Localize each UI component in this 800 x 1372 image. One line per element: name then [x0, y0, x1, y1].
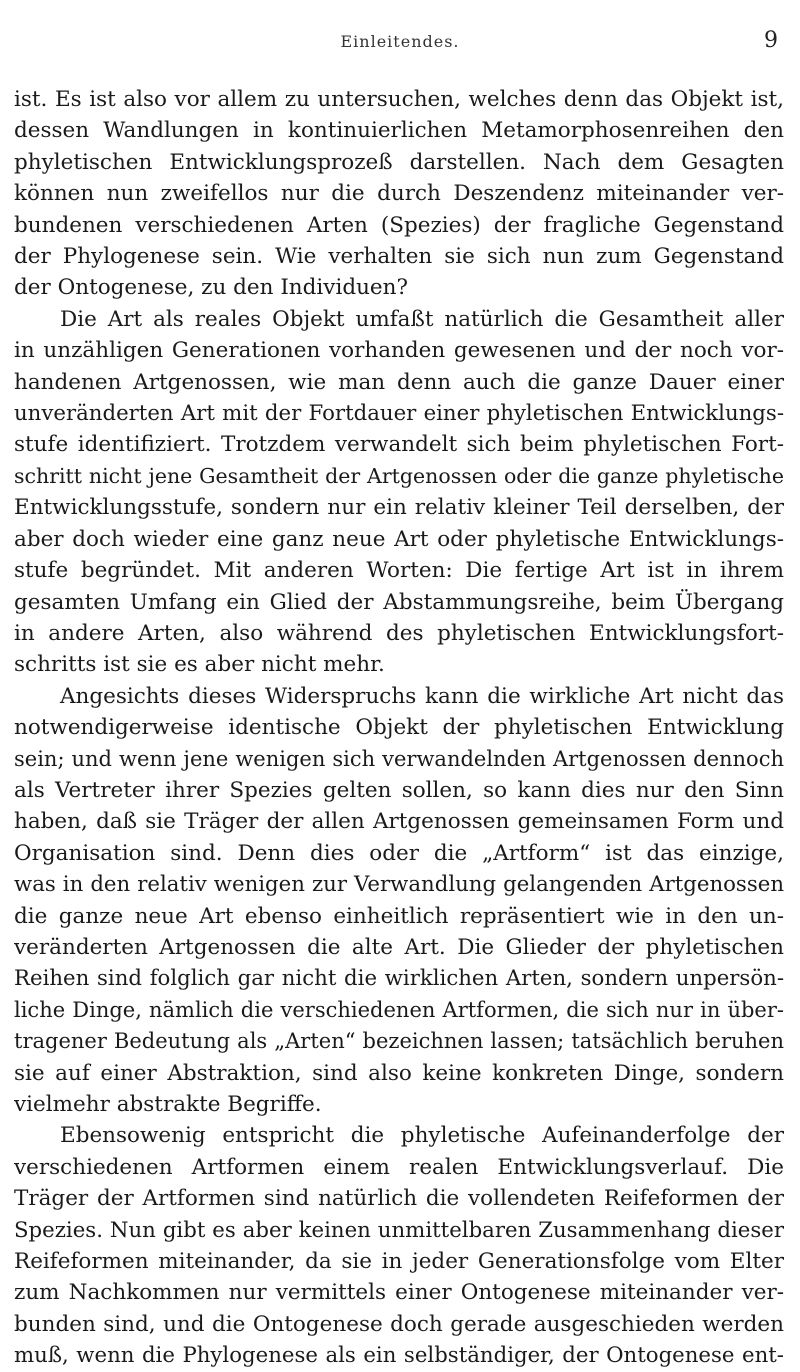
text-line: der Ontogenese, zu den Individuen? [14, 275, 409, 301]
text-line: Organisation sind. Denn dies oder die „Artform“ ist das einzige, [14, 840, 784, 866]
text-line: sein; und wenn jene wenigen sich verwandelnden Artgenossen dennoch [14, 746, 784, 771]
text-line: Angesichts dieses Widerspruchs kann die wirkliche Art nicht das [60, 683, 784, 709]
text-line: vielmehr abstrakte Begriffe. [14, 1092, 322, 1117]
text-line: Entwicklungsstufe, sondern nur ein relativ kleiner Teil derselben, der [14, 495, 784, 521]
text-line: ist. Es ist also vor allem zu untersuchen, welches denn das Objekt ist, [14, 87, 784, 112]
text-line: muß, wenn die Phylogenese als ein selbständiger, der Ontogenese ent- [14, 1343, 784, 1369]
page-number: 9 [764, 28, 778, 53]
paragraph-2 [14, 304, 784, 681]
text-line: bunden sind, und die Ontogenese doch gerade ausgeschieden werden [14, 1311, 784, 1337]
paragraph-4 [14, 1120, 784, 1371]
text-line: handenen Artgenossen, wie man denn auch die ganze Dauer einer [14, 369, 784, 395]
text-line: können nun zweifellos nur die durch Deszendenz miteinander ver- [14, 181, 784, 207]
text-line: stufe identifiziert. Trotzdem verwandelt sich beim phyletischen Fort- [14, 432, 784, 458]
running-title: Einleitendes. [340, 32, 460, 51]
text-line: sie auf einer Abstraktion, sind also keine konkreten Dinge, sondern [14, 1060, 784, 1086]
text-line: was in den relativ wenigen zur Verwandlung gelangenden Artgenossen [14, 872, 784, 898]
text-line: liche Dinge, nämlich die verschiedenen Artformen, die sich nur in über- [14, 997, 784, 1022]
text-line: schritt nicht jene Gesamtheit der Artgenossen oder die ganze phyletische [14, 463, 784, 488]
text-line: haben, daß sie Träger der allen Artgenossen gemeinsamen Form und [14, 809, 784, 835]
text-line: veränderten Artgenossen die alte Art. Die Glieder der phyletischen [14, 934, 784, 960]
paragraph-3 [14, 681, 784, 1121]
text-line: Spezies. Nun gibt es aber keinen unmittelbaren Zusammenhang dieser [14, 1217, 784, 1243]
text-line: phyletischen Entwicklungsprozeß darstellen. Nach dem Gesagten [14, 149, 784, 175]
text-line: in unzähligen Generationen vorhanden gewesenen und der noch vor- [14, 338, 784, 364]
text-line: Die Art als reales Objekt umfaßt natürlich die Gesamtheit aller [60, 306, 784, 332]
text-line: der Phylogenese sein. Wie verhalten sie sich nun zum Gegenstand [14, 244, 784, 270]
text-line: gesamten Umfang ein Glied der Abstammungsreihe, beim Übergang [14, 589, 784, 615]
text-line: aber doch wieder eine ganz neue Art oder phyletische Entwicklungs- [14, 526, 784, 552]
text-line: unveränderten Art mit der Fortdauer einer phyletischen Entwicklungs- [14, 401, 784, 427]
paragraph-1 [14, 84, 784, 304]
text-line: zum Nachkommen nur vermittels einer Ontogenese miteinander ver- [14, 1280, 784, 1306]
text-line: Ebensowenig entspricht die phyletische Aufeinanderfolge der [60, 1123, 784, 1149]
text-line: dessen Wandlungen in kontinuierlichen Metamorphosenreihen den [14, 118, 784, 144]
text-line: die ganze neue Art ebenso einheitlich repräsentiert wie in den un- [14, 903, 784, 929]
text-line: verschiedenen Artformen einem realen Entwicklungsverlauf. Die [14, 1154, 784, 1180]
text-line: in andere Arten, also während des phyletischen Entwicklungsfort- [14, 620, 784, 646]
text-line: Reifeformen miteinander, da sie in jeder Generationsfolge vom Elter [14, 1249, 784, 1275]
text-line: tragener Bedeutung als „Arten“ bezeichnen lassen; tatsächlich beruhen [14, 1029, 784, 1054]
text-line: Träger der Artformen sind natürlich die vollendeten Reifeformen der [14, 1186, 784, 1212]
text-line: notwendigerweise identische Objekt der phyletischen Entwicklung [14, 715, 784, 741]
text-line: Reihen sind folglich gar nicht die wirklichen Arten, sondern unpersön- [14, 966, 784, 992]
running-head [0, 28, 800, 58]
body-text [14, 84, 784, 1372]
text-line: schritts ist sie es aber nicht mehr. [14, 652, 385, 678]
text-line: als Vertreter ihrer Spezies gelten sollen, so kann dies nur den Sinn [14, 777, 784, 803]
text-line: stufe begründet. Mit anderen Worten: Die fertige Art ist in ihrem [14, 558, 784, 584]
text-line: bundenen verschiedenen Arten (Spezies) der fragliche Gegenstand [14, 212, 784, 238]
